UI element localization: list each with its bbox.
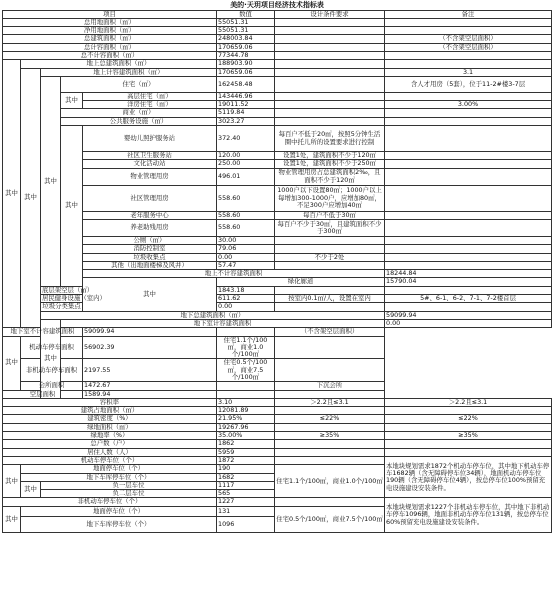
row-value: 30.00 <box>217 236 275 244</box>
row-label: 建筑密度（%） <box>3 415 217 423</box>
row-label: 机动车停车面积 <box>21 336 83 359</box>
row-label: 空层面积 <box>3 390 83 398</box>
row-value: 59099.94 <box>385 311 552 319</box>
table-title: 美的·天玥项目经济技术指标表 <box>3 1 552 10</box>
row-label: 地上总建筑面积（㎡） <box>21 60 217 68</box>
row-label: 容积率 <box>3 398 217 406</box>
row-note: （不含架空层面积） <box>385 43 552 51</box>
row-label: 地下车库停车位（个） <box>21 473 217 481</box>
row-value: 565 <box>217 490 275 498</box>
group-label: 其中 <box>61 92 83 109</box>
row-note: （不含架空层面积） <box>385 35 552 43</box>
row-note: ＞2.2且≤3.1 <box>385 398 552 406</box>
group-label: 其中 <box>41 76 61 286</box>
row-value: 1589.94 <box>83 390 217 398</box>
row-label: 非机动车停车位（个） <box>3 498 217 506</box>
row-label: 净用地面积（㎡） <box>3 27 217 35</box>
row-value: 611.62 <box>217 295 275 303</box>
row-label: 居民健身设施（室内） <box>42 294 106 303</box>
row-label: 文化活动站 <box>83 160 217 168</box>
row-label: 地下总建筑面积（㎡） <box>41 311 385 319</box>
header-note: 备注 <box>385 10 552 18</box>
group-label: 其中 <box>3 60 21 328</box>
row-label: 总户数（户） <box>3 440 217 448</box>
row-note: 5#、6-1、6-2、7-1、7-2楼首层 <box>385 295 552 303</box>
row-design: 住宅0.5个/100㎡，商业7.5个/100㎡ <box>217 359 275 382</box>
row-label: 物业管理用房 <box>83 168 217 185</box>
row-design: 物业管理用房占总建筑面积2‰，且面积不少于120㎡ <box>275 168 385 185</box>
row-design: ≥35% <box>275 432 385 440</box>
row-value: 1096 <box>217 516 275 532</box>
row-label: 负一层车位 <box>41 481 217 489</box>
row-note: 下沉会所 <box>275 382 385 390</box>
row-label: 商业（㎡） <box>61 109 217 117</box>
row-value: 162458.48 <box>217 76 275 92</box>
row-label: 地下车库停车位（个） <box>21 516 217 532</box>
row-value: 79.06 <box>217 245 275 253</box>
row-label: 总建筑面积（㎡） <box>3 35 217 43</box>
row-value: 372.40 <box>217 126 275 152</box>
row-value: 55051.31 <box>217 18 275 26</box>
row-label: 地下室计容建筑面积 <box>61 319 385 327</box>
row-label: 非机动车停车面积 <box>21 359 83 382</box>
row-value: 188903.90 <box>217 60 275 68</box>
row-value: 18244.84 <box>385 270 552 278</box>
group-label: 其中 <box>3 336 21 390</box>
row-value: 56902.39 <box>83 336 217 359</box>
row-value: 59099.94 <box>83 328 217 336</box>
row-value: 170659.06 <box>217 43 275 51</box>
row-value: 77344.78 <box>217 51 275 59</box>
row-value: 250.00 <box>217 160 275 168</box>
row-value: 19011.52 <box>217 101 275 109</box>
row-label: 垃圾分类集点 <box>42 302 81 311</box>
row-label: 地面停车位（个） <box>21 506 217 516</box>
row-label: 地下室不计容建筑面积 <box>3 328 83 336</box>
row-value: 558.60 <box>217 219 275 236</box>
row-value: 131 <box>217 506 275 516</box>
row-value: 0.00 <box>217 253 275 261</box>
row-label: 机动车停车位（个） <box>3 456 217 464</box>
row-label: 绿地率（%） <box>3 432 217 440</box>
row-label: 养老助残用房 <box>83 219 217 236</box>
row-design: 设置1处，建筑面积不少于120㎡ <box>275 152 385 160</box>
row-label: 居住人数（人） <box>3 448 217 456</box>
row-design: 每百户不低于20㎡，按照5分钟生活圈中托儿所的设置要求进行控制 <box>275 126 385 152</box>
row-label: 公厕（㎡） <box>83 236 217 244</box>
row-label: 绿化廊道 <box>217 278 385 286</box>
group-label: 其中 <box>83 278 217 311</box>
row-design: 不少于2处 <box>275 253 385 261</box>
row-value: 21.95% <box>217 415 275 423</box>
row-value: 120.00 <box>217 152 275 160</box>
row-value: 248003.84 <box>217 35 275 43</box>
row-design: ＞2.2且≤3.1 <box>275 398 385 406</box>
group-label: 其中 <box>3 506 21 532</box>
row-label: 绿地面积（㎡） <box>3 423 217 431</box>
row-design: 1000户以下设置80㎡；1000户以上每增加300-1000户，应增加80㎡，不足300户应增加40㎡ <box>275 185 385 211</box>
row-label: 社区卫生服务站 <box>83 152 217 160</box>
group-label: 其中 <box>61 126 83 287</box>
economic-indicator-table <box>2 1 552 533</box>
row-value: 1862 <box>217 440 275 448</box>
row-label: 会所面积 <box>21 382 83 390</box>
row-value: 0.00 <box>385 319 552 327</box>
row-label: 建筑占地面积（㎡） <box>3 407 217 415</box>
row-label: 住宅（㎡） <box>61 76 217 92</box>
row-label: 地面停车位（个） <box>21 465 217 473</box>
row-design: 设置1处，建筑面积不少于250㎡ <box>275 160 385 168</box>
row-value: 5959 <box>217 448 275 456</box>
group-label: 其中 <box>41 319 61 398</box>
row-design: 每百户不低于30㎡ <box>275 211 385 219</box>
row-value: 1472.67 <box>83 382 217 390</box>
row-value: 55051.31 <box>217 27 275 35</box>
row-note: 3.00% <box>385 101 552 109</box>
row-label: 总计容面积（㎡） <box>3 43 217 51</box>
row-value: 3023.27 <box>217 117 275 125</box>
row-value: 1843.18 <box>217 286 275 294</box>
row-design: 住宅0.5个/100㎡，商业7.5个/100㎡ <box>275 506 385 532</box>
group-label: 其中 <box>3 465 21 498</box>
row-note: 含人才用房（5套），位于11-2#楼3-7层 <box>385 76 552 92</box>
row-value: 57.47 <box>217 261 275 269</box>
row-label: 高层住宅（㎡） <box>83 92 217 100</box>
row-value: 1682 <box>217 473 275 481</box>
row-value: 1227 <box>217 498 275 506</box>
row-value: 0.00 <box>217 303 275 311</box>
row-value: 15790.04 <box>385 278 552 286</box>
row-label: 底层架空层（㎡） <box>42 285 94 294</box>
row-value: 496.01 <box>217 168 275 185</box>
row-note: 本地块规划需求1872个机动车停车位，其中地下机动车停车1682辆（含无障碍停车位34辆），地面机动车停车位190辆（含无障碍停车位4辆），按总停车位100%预留充电设施建设安装条件。 <box>385 456 552 497</box>
header-value: 数值 <box>217 10 275 18</box>
row-note: 本地块规划需求1227个非机动车停车位，其中地下非机动车停车1096辆，地面非机动车停车位131辆，按总停车位60%预留充电设施建设安装条件。 <box>385 498 552 532</box>
row-value: 12081.89 <box>217 407 275 415</box>
row-value: 190 <box>217 465 275 473</box>
row-label: 社区管理用房 <box>83 185 217 211</box>
row-design: 住宅1.1个/100㎡，商业1.0个/100㎡ <box>217 336 275 359</box>
row-note: ≥35% <box>385 432 552 440</box>
group-label: 其中 <box>21 68 41 328</box>
row-label: 老年服务中心 <box>83 211 217 219</box>
row-value: 558.60 <box>217 185 275 211</box>
row-value: 35.00% <box>217 432 275 440</box>
row-label: 负二层车位 <box>41 490 217 498</box>
row-design: 每百户不少于30㎡，且建筑面积不少于300㎡ <box>275 219 385 236</box>
row-value: 1117 <box>217 481 275 489</box>
row-label: 地上不计容建筑面积 <box>83 270 385 278</box>
row-value: 558.60 <box>217 211 275 219</box>
row-value: 170659.06 <box>217 68 275 76</box>
group-label: 其中 <box>21 481 41 498</box>
row-note: ≤22% <box>385 415 552 423</box>
row-label: 总用地面积（㎡） <box>3 18 217 26</box>
row-value: 2197.55 <box>83 359 217 382</box>
row-value: 3.10 <box>217 398 275 406</box>
row-label: 总不计容面积（㎡） <box>3 51 217 59</box>
header-design: 设计条件要求 <box>275 10 385 18</box>
row-design: 住宅1.1个/100㎡，商业1.0个/100㎡ <box>275 465 385 498</box>
row-label: 婴幼儿照护服务站 <box>83 126 217 152</box>
row-label: 其他（出地面楼梯及风井） <box>83 261 217 269</box>
row-value: 19267.96 <box>217 423 275 431</box>
row-label: 公共服务设施（㎡） <box>61 117 217 125</box>
header-item: 项目 <box>3 10 217 18</box>
row-value: 1872 <box>217 456 275 464</box>
row-design: ≤22% <box>275 415 385 423</box>
row-label: 地上计容建筑面积（㎡） <box>41 68 217 76</box>
row-label: 洋房住宅（㎡） <box>83 101 217 109</box>
row-design: 按室内0.1㎡/人，设置在室内 <box>275 295 385 303</box>
row-value: 143446.96 <box>217 92 275 100</box>
row-label: 消防控制室 <box>83 245 217 253</box>
row-label: 垃圾收集点 <box>83 253 217 261</box>
row-note: （不含架空层面积） <box>275 328 385 336</box>
row-value: 5119.84 <box>217 109 275 117</box>
row-note: 3.1 <box>385 68 552 76</box>
